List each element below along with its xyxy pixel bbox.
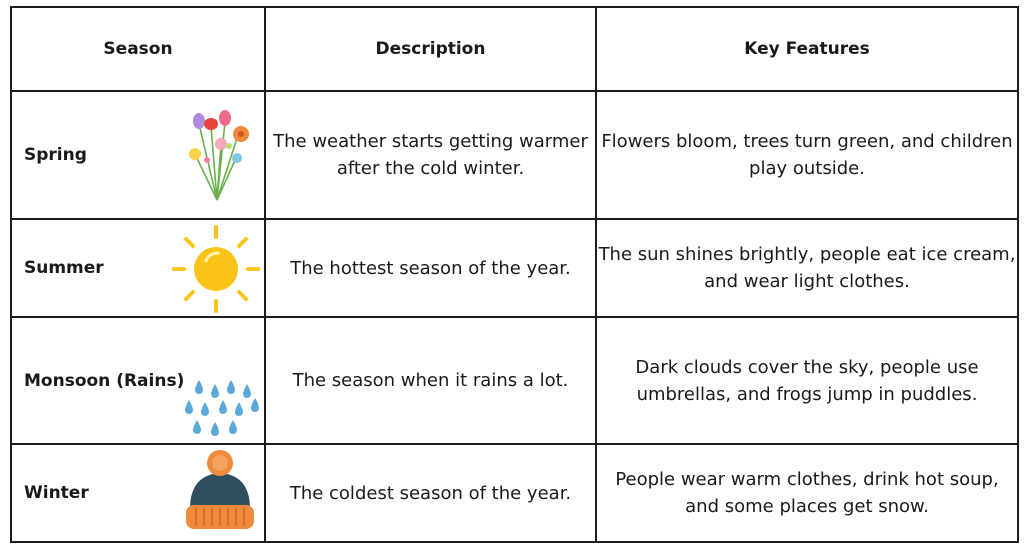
raindrops-icon — [177, 378, 263, 440]
season-name: Monsoon (Rains) — [24, 370, 185, 391]
season-name: Summer — [24, 258, 104, 278]
features-cell: The sun shines brightly, people eat ice cream, and wear light clothes. — [596, 219, 1018, 317]
header-key-features: Key Features — [596, 7, 1018, 91]
flower-bouquet-icon — [177, 104, 257, 204]
description-cell: The season when it rains a lot. — [265, 317, 596, 444]
table-row — [11, 219, 1018, 317]
header-description: Description — [265, 7, 596, 91]
sun-icon — [170, 223, 262, 315]
season-cell — [11, 91, 265, 219]
header-row — [11, 7, 1018, 91]
season-name: Winter — [24, 483, 89, 503]
table-row — [11, 444, 1018, 542]
season-cell — [11, 444, 265, 542]
season-name: Spring — [24, 145, 87, 165]
season-cell — [11, 317, 265, 444]
features-cell: Flowers bloom, trees turn green, and children play outside. — [596, 91, 1018, 219]
header-season: Season — [11, 7, 265, 91]
features-cell: Dark clouds cover the sky, people use umbrellas, and frogs jump in puddles. — [596, 317, 1018, 444]
table-row — [11, 317, 1018, 444]
seasons-table — [10, 6, 1019, 543]
winter-hat-icon — [180, 447, 260, 537]
table-row — [11, 91, 1018, 219]
description-cell: The weather starts getting warmer after the cold winter. — [265, 91, 596, 219]
season-cell — [11, 219, 265, 317]
features-cell: People wear warm clothes, drink hot soup, and some places get snow. — [596, 444, 1018, 542]
description-cell: The hottest season of the year. — [265, 219, 596, 317]
description-cell: The coldest season of the year. — [265, 444, 596, 542]
